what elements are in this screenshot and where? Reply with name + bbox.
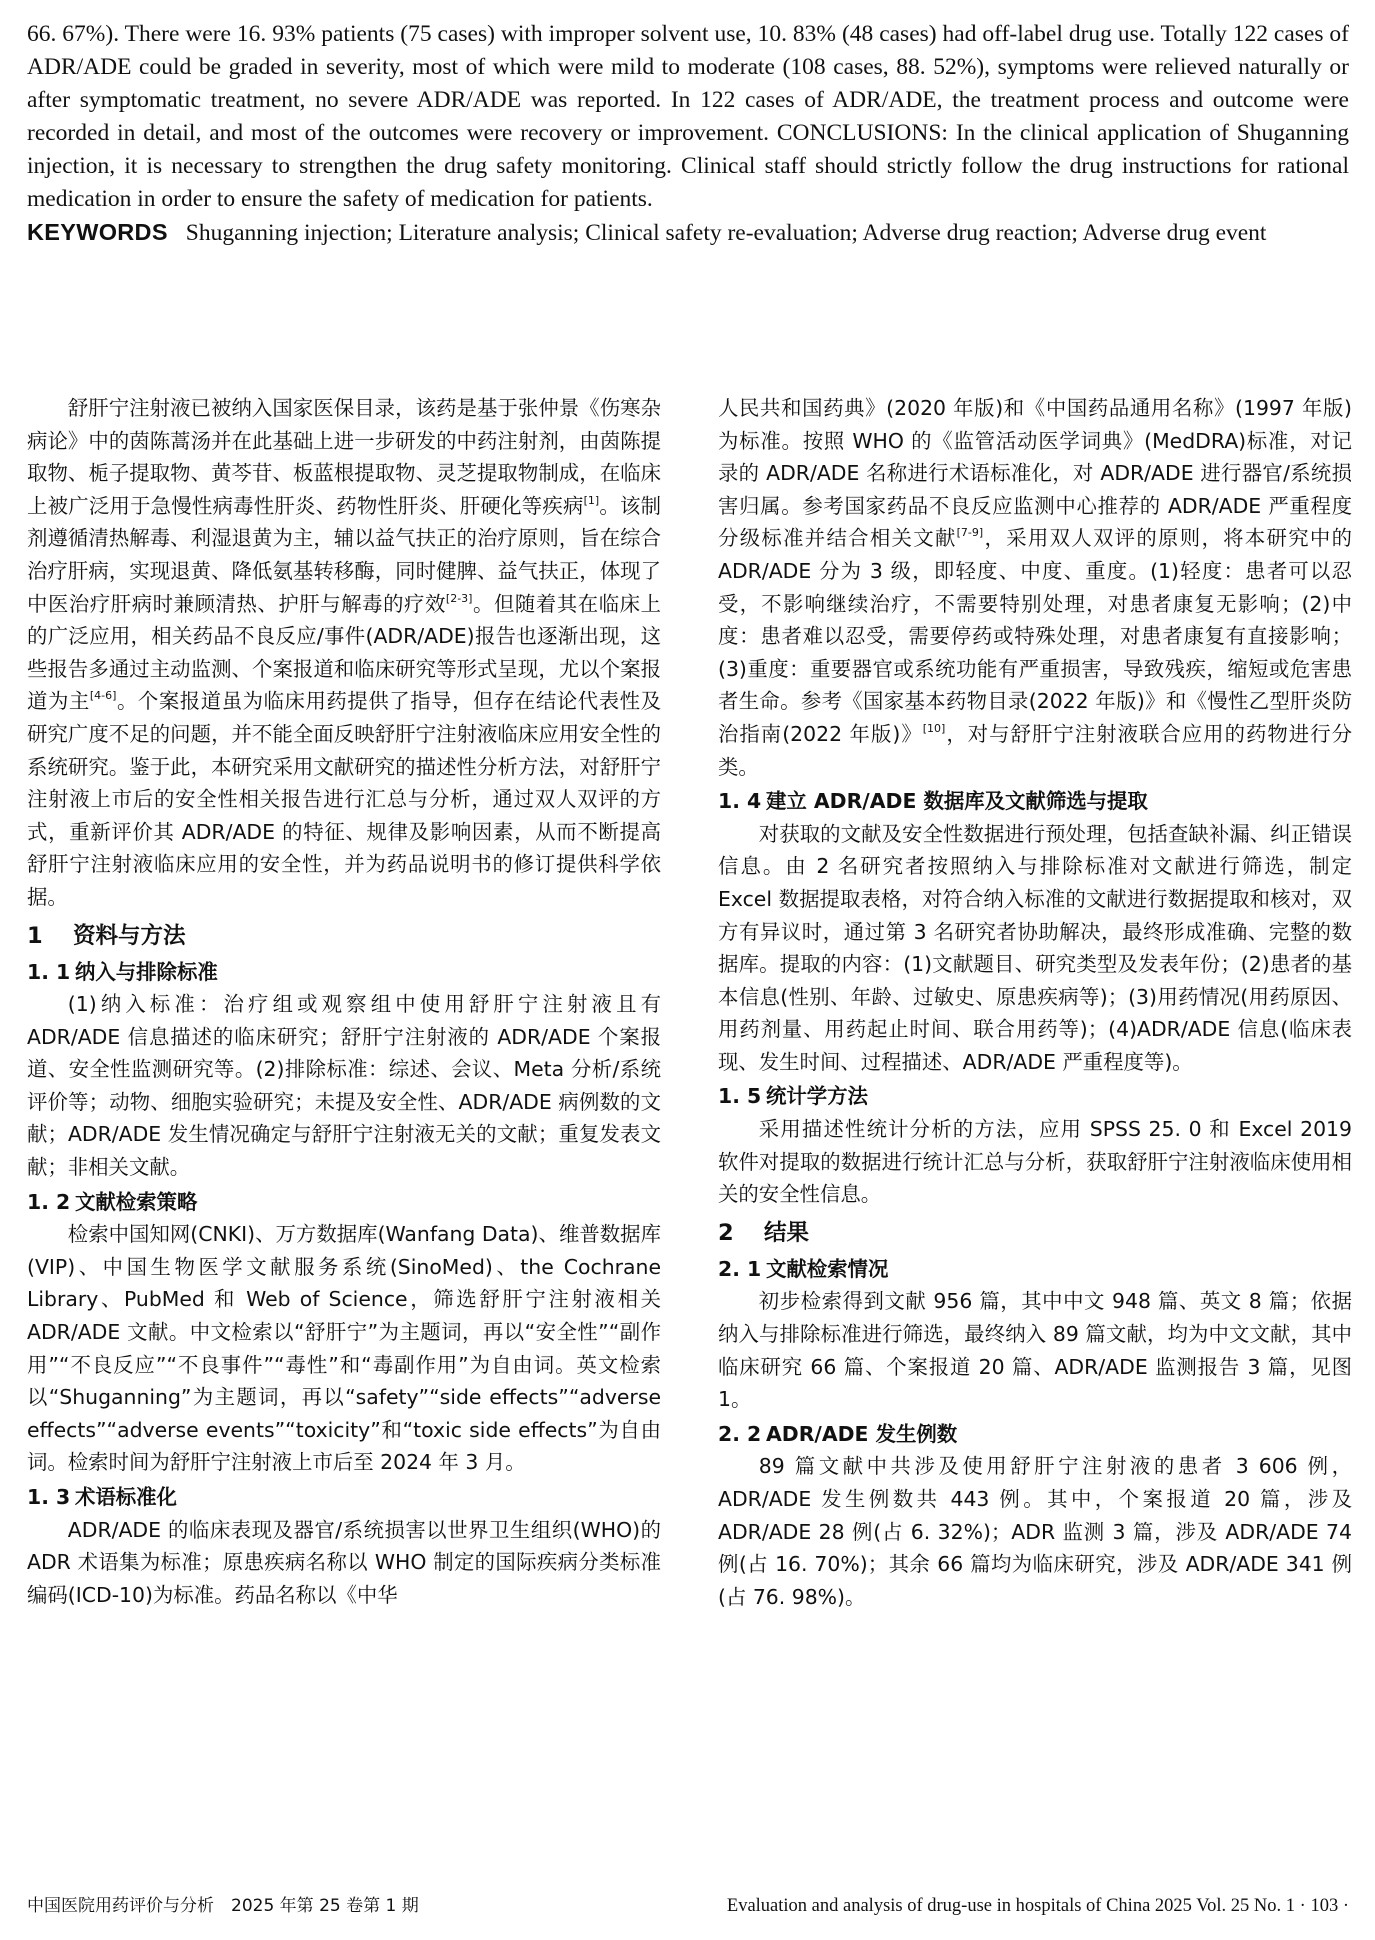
search-strategy-paragraph: 检索中国知网(CNKI)、万方数据库(Wanfang Data)、维普数据库(VIP)、中国生物医学文献服务系统(SinoMed)、the Cochrane Library、PubMed 和 Web of Science，筛选舒肝宁注射液相关 ADR/ADE 文献。中文检索以“舒肝宁”为主题词，再以“安全性”“副作用”“不良反应”“不良事件”“毒性”和“毒副作用”为自由词。英文检索以“Shuganning”为主题词，再以“safety”“side effects”“adverse effects”“adverse events”“toxicity”和“toxic side effects”为自由词。检索时间为舒肝宁注射液上市后至 2024 年 3 月。 bbox=[27, 1222, 661, 1475]
intro-text-d: 。个案报道虽为临床用药提供了指导，但存在结论代表性及研究广度不足的问题，并不能全面反映舒肝宁注射液临床应用安全性的系统研究。鉴于此，本研究采用文献研究的描述性分析方法，对舒肝宁注射液上市后的安全性相关报告进行汇总与分析，通过双人双评的方式，重新评价其 ADR/ADE 的特征、规律及影响因素，从而不断提高舒肝宁注射液临床应用的安全性，并为药品说明书的修订提供科学依据。 bbox=[27, 689, 662, 909]
right-column bbox=[718, 392, 1352, 1613]
journal-name-en: Evaluation and analysis of drug-use in hospitals of China 2025 Vol. 25 No. 1 · 103 · bbox=[726, 1896, 1349, 1916]
subsection-title: ADR/ADE 发生例数 bbox=[766, 1421, 958, 1446]
terminology-paragraph: ADR/ADE 的临床表现及器官/系统损害以世界卫生组织(WHO)的 ADR 术语集为标准；原患疾病名称以 WHO 制定的国际疾病分类标准编码(ICD-10)为标准。药品名称以《中华 bbox=[27, 1517, 661, 1607]
search-results-paragraph: 初步检索得到文献 956 篇，其中中文 948 篇、英文 8 篇；依据纳入与排除标准进行筛选，最终纳入 89 篇文献，均为中文文献，其中临床研究 66 篇、个案报道 20 篇、ADR/ADE 监测报告 3 篇，见图 1。 bbox=[718, 1289, 1352, 1412]
section-number: 2 bbox=[718, 1219, 734, 1246]
subsection-title: 建立 ADR/ADE 数据库及文献筛选与提取 bbox=[766, 789, 1148, 814]
subsection-heading-2-1 bbox=[718, 1253, 1352, 1286]
adr-cases-paragraph: 89 篇文献中共涉及使用舒肝宁注射液的患者 3 606 例，ADR/ADE 发生例数共 443 例。其中，个案报道 20 篇，涉及 ADR/ADE 28 例(占 6. 32%)；ADR 监测 3 篇，涉及 ADR/ADE 74 例(占 16. 70%)；其余 66 篇均为临床研究，涉及 ADR/ADE 341 例(占 76. 98%)。 bbox=[718, 1454, 1352, 1609]
subsection-title: 文献检索情况 bbox=[766, 1256, 889, 1281]
database-paragraph: 对获取的文献及安全性数据进行预处理，包括查缺补漏、纠正错误信息。由 2 名研究者按照纳入与排除标准对文献进行筛选，制定 Excel 数据提取表格，对符合纳入标准的文献进行数据提取和核对，双方有异议时，通过第 3 名研究者协助解决，最终形成准确、完整的数据库。提取的内容：(1)文献题目、研究类型及发表年份；(2)患者的基本信息(性别、年龄、过敏史、原患疾病等)；(3)用药情况(用药原因、用药剂量、用药起止时间、联合用药等)；(4)ADR/ADE 信息(临床表现、发生时间、过程描述、ADR/ADE 严重程度等)。 bbox=[718, 821, 1352, 1074]
citation-ref: [10] bbox=[922, 721, 946, 735]
cont-text-b: ，采用双人双评的原则，将本研究中的 ADR/ADE 分为 3 级，即轻度、中度、重度。(1)轻度：患者可以忍受，不影响继续治疗，不需要特别处理，对患者康复无影响；(2)中度：患者难以忍受，需要停药或特殊处理，对患者康复有直接影响；(3)重度：重要器官或系统功能有严重损害，导致残疾，缩短或危害患者生命。参考《国家基本药物目录(2022 年版)》和《慢性乙型肝炎防治指南(2022 年版)》 bbox=[718, 526, 1353, 746]
intro-text-b: 。该制剂遵循清热解毒、利湿退黄为主，辅以益气扶正的治疗原则，旨在综合治疗肝病，实现退黄、降低氨基转移酶，同时健脾、益气扶正，体现了中医治疗肝病时兼顾清热、护肝与解毒的疗效 bbox=[27, 493, 662, 616]
citation-ref: [2-3] bbox=[445, 591, 473, 605]
section-heading-1 bbox=[27, 918, 661, 954]
subsection-heading-1-4 bbox=[718, 785, 1352, 818]
criteria-paragraph: (1)纳入标准：治疗组或观察组中使用舒肝宁注射液且有 ADR/ADE 信息描述的临床研究；舒肝宁注射液的 ADR/ADE 个案报道、安全性监测研究等。(2)排除标准：综述、会议、Meta 分析/系统评价等；动物、细胞实验研究；未提及安全性、ADR/ADE 病例数的文献；ADR/ADE 发生情况确定与舒肝宁注射液无关的文献；重复发表文献；非相关文献。 bbox=[27, 992, 661, 1180]
intro-text-c: 。但随着其在临床上的广泛应用，相关药品不良反应/事件(ADR/ADE)报告也逐渐出现，这些报告多通过主动监测、个案报道和临床研究等形式呈现，尤以个案报道为主 bbox=[27, 591, 661, 714]
abstract-section bbox=[27, 18, 1349, 250]
citation-ref: [1] bbox=[583, 493, 600, 507]
subsection-number: 1. 1 bbox=[27, 959, 71, 984]
subsection-heading-1-3 bbox=[27, 1481, 661, 1514]
abstract-text: 66. 67%). There were 16. 93% patients (75 cases) with improper solvent use, 10. 83% (48 cases) had off-label drug use. Totally 122 cases of ADR/ADE could be graded in severity, most of which were mild to moderate (108 cases, 88. 52%), symptoms were relieved naturally or after symptomatic treatment, no severe ADR/ADE was reported. In 122 cases of ADR/ADE, the treatment process and outcome were recorded in detail, and most of the outcomes were recovery or improvement. CONCLUSIONS: In the clinical application of Shuganning injection, it is necessary to strengthen the drug safety monitoring. Clinical staff should strictly follow the drug instructions for rational medication in order to ensure the safety of medication for patients. bbox=[27, 21, 1349, 212]
keywords-line bbox=[27, 216, 1349, 250]
subsection-heading-2-2 bbox=[718, 1418, 1352, 1451]
subsection-title: 统计学方法 bbox=[766, 1084, 868, 1109]
keywords-text: Shuganning injection; Literature analysis; Clinical safety re-evaluation; Adverse drug reaction; Adverse drug event bbox=[185, 220, 1267, 246]
intro-text-a: 舒肝宁注射液已被纳入国家医保目录，该药是基于张仲景《伤寒杂病论》中的茵陈蒿汤并在此基础上进一步研发的中药注射剂，由茵陈提取物、栀子提取物、黄芩苷、板蓝根提取物、灵芝提取物制成，在临床上被广泛用于急慢性病毒性肝炎、药物性肝炎、肝硬化等疾病 bbox=[27, 396, 661, 518]
left-column bbox=[27, 392, 661, 1611]
subsection-number: 1. 4 bbox=[718, 789, 762, 814]
cont-text-a: 人民共和国药典》(2020 年版)和《中国药品通用名称》(1997 年版)为标准。按照 WHO 的《监管活动医学词典》(MedDRA)标准，对记录的 ADR/ADE 名称进行术语标准化，对 ADR/ADE 进行器官/系统损害归属。参考国家药品不良反应监测中心推荐的 ADR/ADE 严重程度分级标准并结合相关文献 bbox=[718, 396, 1352, 551]
citation-ref: [7-9] bbox=[956, 526, 984, 540]
subsection-title: 纳入与排除标准 bbox=[75, 959, 218, 984]
section-title: 结果 bbox=[764, 1219, 810, 1246]
citation-ref: [4-6] bbox=[89, 689, 117, 703]
subsection-number: 1. 2 bbox=[27, 1189, 71, 1214]
statistics-paragraph: 采用描述性统计分析的方法，应用 SPSS 25. 0 和 Excel 2019 软件对提取的数据进行统计汇总与分析，获取舒肝宁注射液临床使用相关的安全性信息。 bbox=[718, 1117, 1352, 1207]
cont-text-c: ，对与舒肝宁注射液联合应用的药物进行分类。 bbox=[718, 721, 1352, 779]
section-title: 资料与方法 bbox=[73, 922, 186, 949]
subsection-number: 2. 1 bbox=[718, 1256, 762, 1281]
subsection-number: 1. 5 bbox=[718, 1084, 762, 1109]
subsection-heading-1-2 bbox=[27, 1186, 661, 1219]
section-heading-2 bbox=[718, 1215, 1352, 1251]
subsection-heading-1-1 bbox=[27, 956, 661, 989]
journal-name-cn: 中国医院用药评价与分析 2025 年第 25 卷第 1 期 bbox=[27, 1896, 419, 1916]
subsection-number: 1. 3 bbox=[27, 1485, 71, 1509]
section-number: 1 bbox=[27, 922, 43, 949]
subsection-number: 2. 2 bbox=[718, 1421, 762, 1446]
subsection-heading-1-5 bbox=[718, 1080, 1352, 1113]
subsection-title: 术语标准化 bbox=[75, 1485, 177, 1509]
intro-paragraph bbox=[27, 392, 661, 914]
keywords-label: KEYWORDS bbox=[27, 219, 168, 245]
subsection-title: 文献检索策略 bbox=[75, 1189, 198, 1214]
terminology-continued-paragraph bbox=[718, 392, 1352, 783]
